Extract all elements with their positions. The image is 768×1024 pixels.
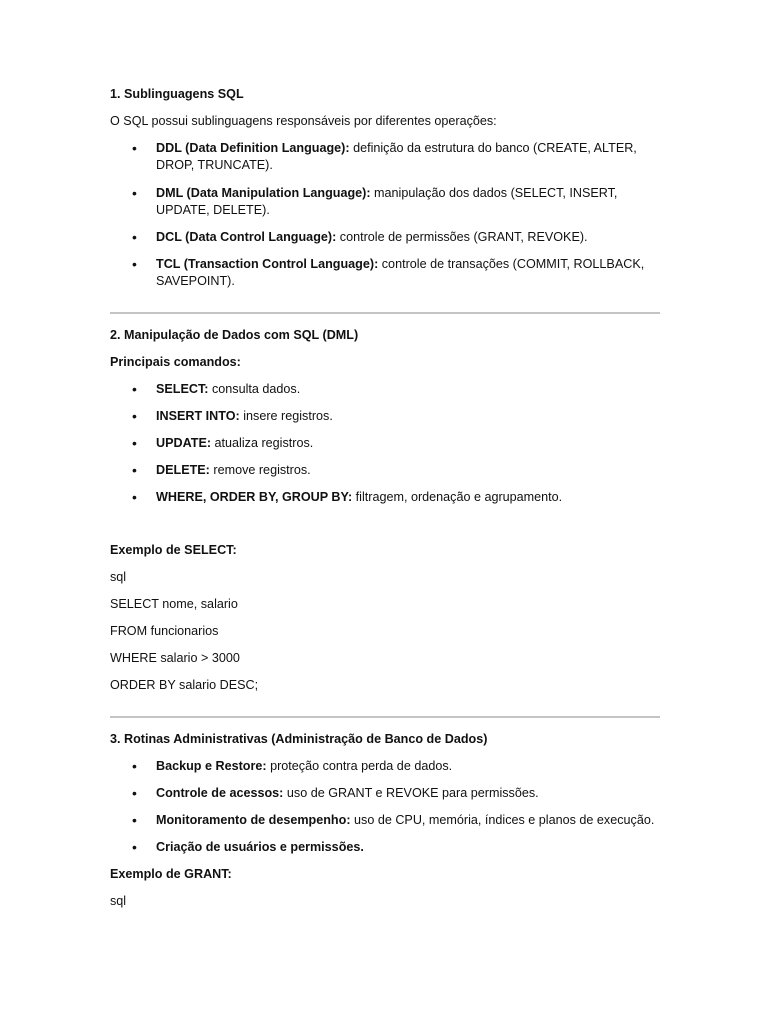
grant-code-block [110,893,660,910]
list-item-term: Monitoramento de desempenho: [156,813,351,827]
list-item-desc: atualiza registros. [211,436,314,450]
section-3-list [110,758,660,856]
section-2-example-heading: Exemplo de SELECT: [110,543,237,557]
section-2-subheading: Principais comandos: [110,355,241,369]
list-item-term: Criação de usuários e permissões. [156,840,364,854]
list-item-desc: insere registros. [239,409,333,423]
list-item-desc: controle de permissões (GRANT, REVOKE). [336,230,588,244]
list-item [110,185,660,219]
list-item [110,758,660,775]
list-item-desc: consulta dados. [208,382,301,396]
list-item-term: INSERT INTO: [156,409,240,423]
section-1-intro: O SQL possui sublinguagens responsáveis por diferentes operações: [110,114,497,128]
section-1-list [110,140,660,290]
list-item [110,462,660,479]
list-item [110,256,660,290]
list-item-term: TCL (Transaction Control Language): [156,257,379,271]
section-2-list [110,381,660,506]
list-item-desc: remove registros. [209,463,311,477]
list-item-term: WHERE, ORDER BY, GROUP BY: [156,490,353,504]
list-item-term: DML (Data Manipulation Language): [156,186,371,200]
section-3-heading: 3. Rotinas Administrativas (Administração de Banco de Dados) [110,732,488,746]
list-item-desc: uso de CPU, memória, índices e planos de execução. [350,813,655,827]
list-item-term: UPDATE: [156,436,212,450]
list-item-term: SELECT: [156,382,209,396]
code-line: WHERE salario > 3000 [110,651,240,665]
list-item [110,839,660,856]
list-item [110,381,660,398]
select-code-block [110,569,660,694]
document-content [110,86,660,910]
code-line: sql [110,570,127,584]
list-item [110,140,660,174]
section-divider [110,716,660,718]
list-item [110,435,660,452]
list-item-term: DCL (Data Control Language): [156,230,337,244]
list-item-desc: controle de transações (COMMIT, ROLLBACK, SAVEPOINT). [156,257,645,288]
list-item [110,408,660,425]
list-item-desc: filtragem, ordenação e agrupamento. [352,490,563,504]
list-item [110,785,660,802]
list-item-desc: manipulação dos dados (SELECT, INSERT, UPDATE, DELETE). [156,186,618,217]
list-item [110,812,660,829]
section-divider [110,312,660,314]
code-line: ORDER BY salario DESC; [110,678,259,692]
section-2-heading: 2. Manipulação de Dados com SQL (DML) [110,328,359,342]
list-item [110,489,660,506]
code-line: FROM funcionarios [110,624,219,638]
list-item-term: Backup e Restore: [156,759,267,773]
section-1-heading: 1. Sublinguagens SQL [110,87,244,101]
code-line: SELECT nome, salario [110,597,238,611]
list-item-desc: proteção contra perda de dados. [266,759,453,773]
list-item-desc: definição da estrutura do banco (CREATE, ALTER, DROP, TRUNCATE). [156,141,637,172]
section-3-example-heading: Exemplo de GRANT: [110,867,232,881]
list-item-term: DDL (Data Definition Language): [156,141,350,155]
list-item [110,229,660,246]
list-item-desc: uso de GRANT e REVOKE para permissões. [283,786,539,800]
list-item-term: DELETE: [156,463,210,477]
list-item-term: Controle de acessos: [156,786,284,800]
code-line: sql [110,894,127,908]
